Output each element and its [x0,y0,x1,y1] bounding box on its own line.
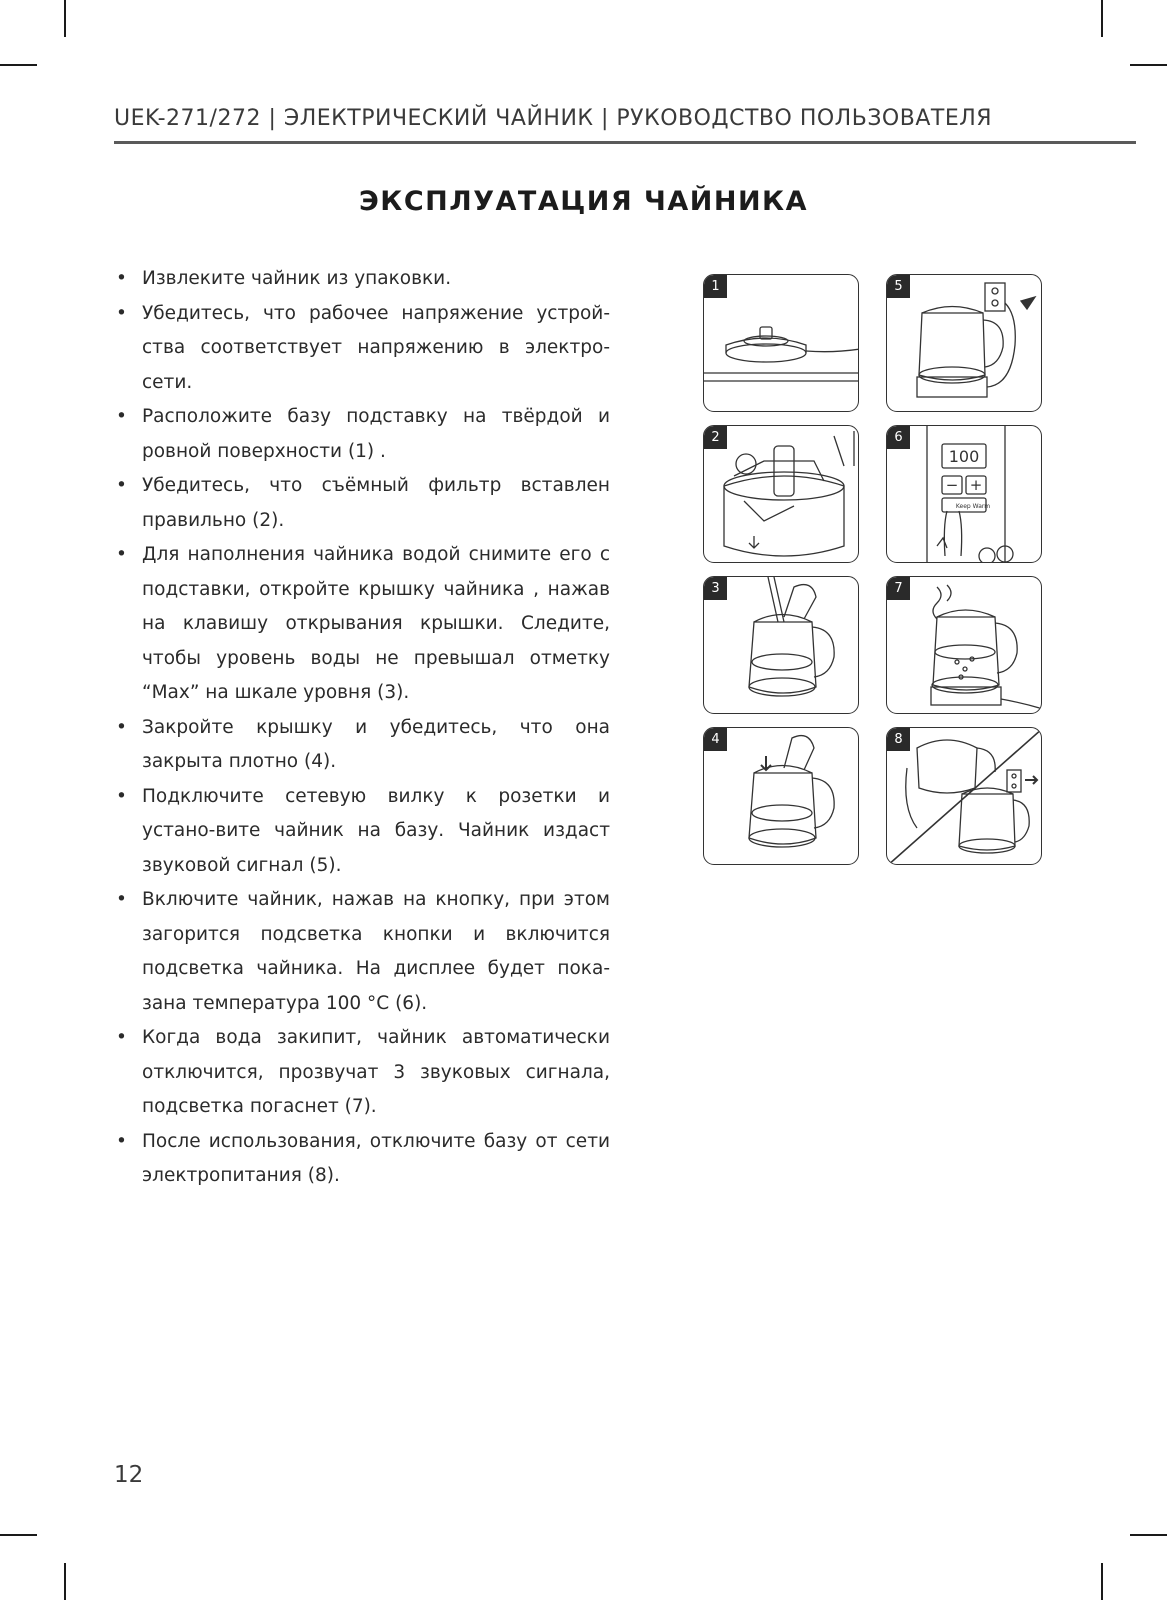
bullet: • [116,268,127,289]
panel6-minus: − [945,476,959,494]
crop-mark-bottom-left-h [0,1534,37,1536]
section-title: ЭКСПЛУАТАЦИЯ ЧАЙНИКА [358,186,809,217]
panel6-keep-warm: Keep Warm [955,503,991,510]
list-item [116,297,610,401]
list-item [116,780,610,884]
panel-number: 3 [704,577,727,600]
figure-panel-2 [703,425,859,563]
step-text: Подключите сетевую вилку к розетки и устано-вите чайник на базу. Чайник издаст звуковой сигнал (5). [142,785,610,876]
figure-panel-3 [703,576,859,714]
figure-panel-6 [886,425,1042,563]
list-item [116,1021,610,1125]
bullet: • [116,302,127,324]
step-text: Когда вода закипит, чайник автоматически отключится, прозвучат 3 звуковых сигнала, подсветка погаснет (7). [142,1027,610,1117]
list-item [116,538,610,711]
step-text: Убедитесь, что съёмный фильтр вставлен правильно (2). [142,475,610,531]
panel-number: 2 [704,426,727,449]
running-header: UEK-271/272 | ЭЛЕКТРИЧЕСКИЙ ЧАЙНИК | РУКОВОДСТВО ПОЛЬЗОВАТЕЛЯ [114,106,993,131]
crop-mark-bottom-left-v [64,1563,66,1600]
fill-water-icon [704,577,859,714]
crop-mark-bottom-right-h [1130,1534,1167,1536]
figure-panel-1 [703,274,859,412]
bullet: • [116,889,127,910]
boiling-kettle-icon [887,577,1042,714]
step-text: Расположите базу подставку на твёрдой и ровной поверхности (1) . [142,406,610,462]
crop-mark-top-right-h [1130,64,1167,66]
step-text: После использования, отключите базу от сети электропитания (8). [142,1130,610,1186]
bullet: • [116,1027,127,1048]
step-text: Убедитесь, что рабочее напряжение устрой-ства соответствует напряжению в электро-сети. [142,302,610,393]
list-item [116,400,610,469]
bullet: • [116,785,127,807]
bullet: • [116,406,127,427]
figure-panel-8 [886,727,1042,865]
list-item [116,1125,610,1194]
panel-number: 4 [704,728,727,751]
crop-mark-top-left-h [0,64,37,66]
step-text: Для наполнения чайника водой снимите его с подставки, откройте крышку чайника , нажав на клавишу открывания крышки. Следите, чтобы уровень воды не превышал отметку “Max” на шкале уровня (3). [142,544,610,703]
plug-in-icon [887,275,1042,412]
bullet: • [116,475,127,496]
crop-mark-bottom-right-v [1101,1563,1103,1600]
panel6-display: 100 [948,447,980,466]
bullet: • [116,716,127,738]
instruction-list [116,262,610,1194]
kettle-base-icon [704,275,859,412]
unplug-icon [887,728,1042,865]
panel-number: 8 [887,728,910,751]
bullet: • [116,1130,127,1152]
figure-panel-4 [703,727,859,865]
filter-insert-icon [704,426,859,563]
header-rule [114,141,1136,144]
list-item [116,711,610,780]
figure-panel-7 [886,576,1042,714]
close-lid-icon [704,728,859,865]
step-text: Извлеките чайник из упаковки. [142,268,452,289]
step-text: Включите чайник, нажав на кнопку, при этом загорится подсветка кнопки и включится подсветка чайника. На дисплее будет пока-зана температура 100 °C (6). [142,889,610,1014]
display-control-icon [887,426,1042,563]
illustration-grid [703,274,1045,868]
panel6-plus: + [969,476,983,494]
figure-panel-5 [886,274,1042,412]
crop-mark-top-left-v [64,0,66,37]
list-item [116,883,610,1021]
bullet: • [116,544,127,565]
page-number: 12 [114,1462,144,1488]
panel-number: 1 [704,275,727,298]
panel-number: 6 [887,426,910,449]
list-item [116,262,610,297]
crop-mark-top-right-v [1101,0,1103,37]
step-text: Закройте крышку и убедитесь, что она закрыта плотно (4). [142,716,610,772]
list-item [116,469,610,538]
panel-number: 7 [887,577,910,600]
panel-number: 5 [887,275,910,298]
